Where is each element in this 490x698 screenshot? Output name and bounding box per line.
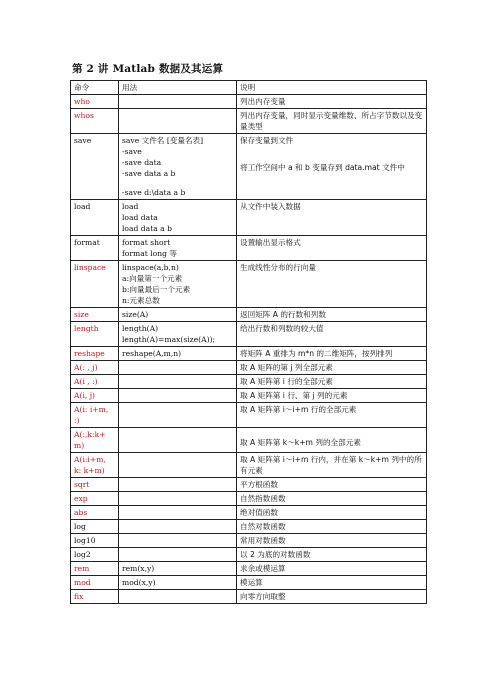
- description-line: 取 A 矩阵第 i～i+m 行的全部元素: [240, 405, 357, 414]
- table-row: [71, 478, 427, 492]
- usage-cell: [119, 109, 237, 134]
- usage-cell: [119, 389, 237, 403]
- usage-line: load data a b: [122, 224, 172, 233]
- description-cell: [237, 375, 427, 389]
- table-row: [71, 590, 427, 604]
- description-cell: [237, 200, 427, 236]
- usage-cell: [119, 308, 237, 322]
- description-line: 求余或模运算: [240, 564, 286, 573]
- description-cell: [237, 506, 427, 520]
- table-row: [71, 322, 427, 347]
- command-cell: length: [71, 322, 119, 347]
- description-line: 自然对数函数: [240, 522, 286, 531]
- description-cell: [237, 347, 427, 361]
- table-row: [71, 109, 427, 134]
- description-line: 平方根函数: [240, 480, 278, 489]
- table-row: [71, 562, 427, 576]
- description-cell: [237, 322, 427, 347]
- description-line: 列出内存变量: [240, 97, 286, 106]
- table-row: [71, 492, 427, 506]
- usage-line: -save data: [122, 158, 162, 167]
- usage-cell: [119, 375, 237, 389]
- command-cell: who: [71, 95, 119, 109]
- usage-line: load: [122, 202, 139, 211]
- command-cell: linspace: [71, 261, 119, 308]
- usage-line: a:向量第一个元素: [122, 274, 183, 283]
- usage-line: format short: [122, 238, 171, 247]
- description-line: 向零方向取整: [240, 592, 286, 601]
- table-row: [71, 236, 427, 261]
- usage-cell: [119, 492, 237, 506]
- usage-line: save 文件名 [变量名表]: [122, 136, 204, 145]
- description-line: 列出内存变量，同时显示变量维数、所占字节数以及变量类型: [240, 111, 423, 131]
- command-cell: A(i: i+m, :): [71, 403, 119, 428]
- description-line: 常用对数函数: [240, 536, 286, 545]
- command-cell: log2: [71, 548, 119, 562]
- usage-cell: [119, 261, 237, 308]
- description-cell: [237, 478, 427, 492]
- description-cell: [237, 134, 427, 200]
- command-cell: load: [71, 200, 119, 236]
- table-row: [71, 389, 427, 403]
- table-header-row: [71, 81, 427, 95]
- description-line: [240, 146, 423, 154]
- table-row: [71, 375, 427, 389]
- description-cell: [237, 520, 427, 534]
- usage-line: rem(x,y): [122, 564, 155, 573]
- command-cell: mod: [71, 576, 119, 590]
- command-cell: fix: [71, 590, 119, 604]
- description-cell: [237, 236, 427, 261]
- table-row: [71, 453, 427, 478]
- table-row: [71, 548, 427, 562]
- description-line: 给出行数和列数的较大值: [240, 324, 324, 333]
- description-line: 取 A 矩阵的第 j 列全部元素: [240, 363, 333, 372]
- description-line: 自然指数函数: [240, 494, 286, 503]
- table-row: [71, 520, 427, 534]
- usage-line: mod(x,y): [122, 578, 156, 587]
- description-line: 生成线性分布的行向量: [240, 263, 316, 272]
- table-row: [71, 361, 427, 375]
- description-line: 取 A 矩阵第 i 行的全部元素: [240, 377, 333, 386]
- usage-line: format long 等: [122, 249, 177, 258]
- usage-cell: [119, 428, 237, 453]
- description-cell: [237, 361, 427, 375]
- description-cell: [237, 576, 427, 590]
- command-cell: save: [71, 134, 119, 200]
- command-cell: exp: [71, 492, 119, 506]
- description-cell: [237, 261, 427, 308]
- usage-cell: [119, 562, 237, 576]
- usage-cell: [119, 576, 237, 590]
- usage-line: -save: [122, 147, 142, 156]
- usage-line: load data: [122, 213, 158, 222]
- command-cell: A(i, j): [71, 389, 119, 403]
- command-cell: reshape: [71, 347, 119, 361]
- description-line: 取 A 矩阵第 k～k+m 列的全部元素: [240, 438, 361, 447]
- usage-line: length(A): [122, 324, 159, 333]
- table-row: [71, 134, 427, 200]
- description-cell: [237, 109, 427, 134]
- description-line: 模运算: [240, 578, 263, 587]
- description-line: 设置输出显示格式: [240, 238, 301, 247]
- description-cell: [237, 453, 427, 478]
- header-usage: 用法: [119, 81, 237, 95]
- description-cell: [237, 534, 427, 548]
- usage-line: -save d:\data a b: [122, 188, 186, 197]
- usage-line: n:元素总数: [122, 296, 160, 305]
- command-cell: size: [71, 308, 119, 322]
- command-cell: abs: [71, 506, 119, 520]
- usage-line: size(A): [122, 310, 149, 319]
- description-line: [240, 429, 423, 437]
- table-row: [71, 534, 427, 548]
- table-row: [71, 576, 427, 590]
- description-line: 保存变量到文件: [240, 136, 294, 145]
- table-row: [71, 308, 427, 322]
- usage-line: linspace(a,b,n): [122, 263, 179, 272]
- description-cell: [237, 95, 427, 109]
- table-row: [71, 95, 427, 109]
- description-cell: [237, 562, 427, 576]
- description-line: 将矩阵 A 重排为 m*n 的二维矩阵，按列排列: [240, 349, 393, 358]
- command-cell: log10: [71, 534, 119, 548]
- usage-line: b:向量最后一个元素: [122, 285, 191, 294]
- description-line: 从文件中装入数据: [240, 202, 301, 211]
- usage-cell: [119, 95, 237, 109]
- command-cell: A(: , j): [71, 361, 119, 375]
- table-row: [71, 403, 427, 428]
- description-line: 绝对值函数: [240, 508, 278, 517]
- command-cell: sqrt: [71, 478, 119, 492]
- table-row: [71, 261, 427, 308]
- table-body: [71, 95, 427, 604]
- usage-cell: [119, 347, 237, 361]
- usage-cell: [119, 403, 237, 428]
- usage-cell: [119, 200, 237, 236]
- header-description: 说明: [237, 81, 427, 95]
- table-row: [71, 428, 427, 453]
- description-line: [240, 154, 423, 162]
- usage-cell: [119, 236, 237, 261]
- usage-cell: [119, 534, 237, 548]
- usage-cell: [119, 520, 237, 534]
- command-cell: format: [71, 236, 119, 261]
- usage-cell: [119, 322, 237, 347]
- description-cell: [237, 308, 427, 322]
- usage-cell: [119, 478, 237, 492]
- usage-cell: [119, 134, 237, 200]
- command-cell: log: [71, 520, 119, 534]
- description-line: 返回矩阵 A 的行数和列数: [240, 310, 326, 319]
- usage-cell: [119, 590, 237, 604]
- header-command: 命令: [71, 81, 119, 95]
- command-cell: A(:,k:k+m): [71, 428, 119, 453]
- command-cell: whos: [71, 109, 119, 134]
- usage-cell: [119, 361, 237, 375]
- description-cell: [237, 428, 427, 453]
- command-cell: rem: [71, 562, 119, 576]
- description-cell: [237, 403, 427, 428]
- command-cell: A(i:i+m, k: k+m): [71, 453, 119, 478]
- usage-line: reshape(A,m,n): [122, 349, 182, 358]
- table-row: [71, 506, 427, 520]
- description-cell: [237, 590, 427, 604]
- usage-line: -save data a b: [122, 169, 176, 178]
- description-cell: [237, 548, 427, 562]
- description-cell: [237, 389, 427, 403]
- description-line: 将工作空间中 a 和 b 变量存到 data.mat 文件中: [240, 163, 405, 172]
- usage-cell: [119, 548, 237, 562]
- description-line: 取 A 矩阵第 i 行、第 j 列的元素: [240, 391, 348, 400]
- usage-line: [122, 179, 233, 187]
- command-cell: A(i , :): [71, 375, 119, 389]
- usage-cell: [119, 453, 237, 478]
- table-row: [71, 200, 427, 236]
- usage-cell: [119, 506, 237, 520]
- description-line: 以 2 为底的对数函数: [240, 550, 311, 559]
- usage-line: length(A)=max(size(A));: [122, 335, 216, 344]
- table-row: [71, 347, 427, 361]
- description-line: 取 A 矩阵第 i～i+m 行内，并在第 k～k+m 列中的所有元素: [240, 455, 422, 475]
- command-table: [70, 80, 427, 604]
- page-title: 第 2 讲 Matlab 数据及其运算: [72, 63, 224, 75]
- description-cell: [237, 492, 427, 506]
